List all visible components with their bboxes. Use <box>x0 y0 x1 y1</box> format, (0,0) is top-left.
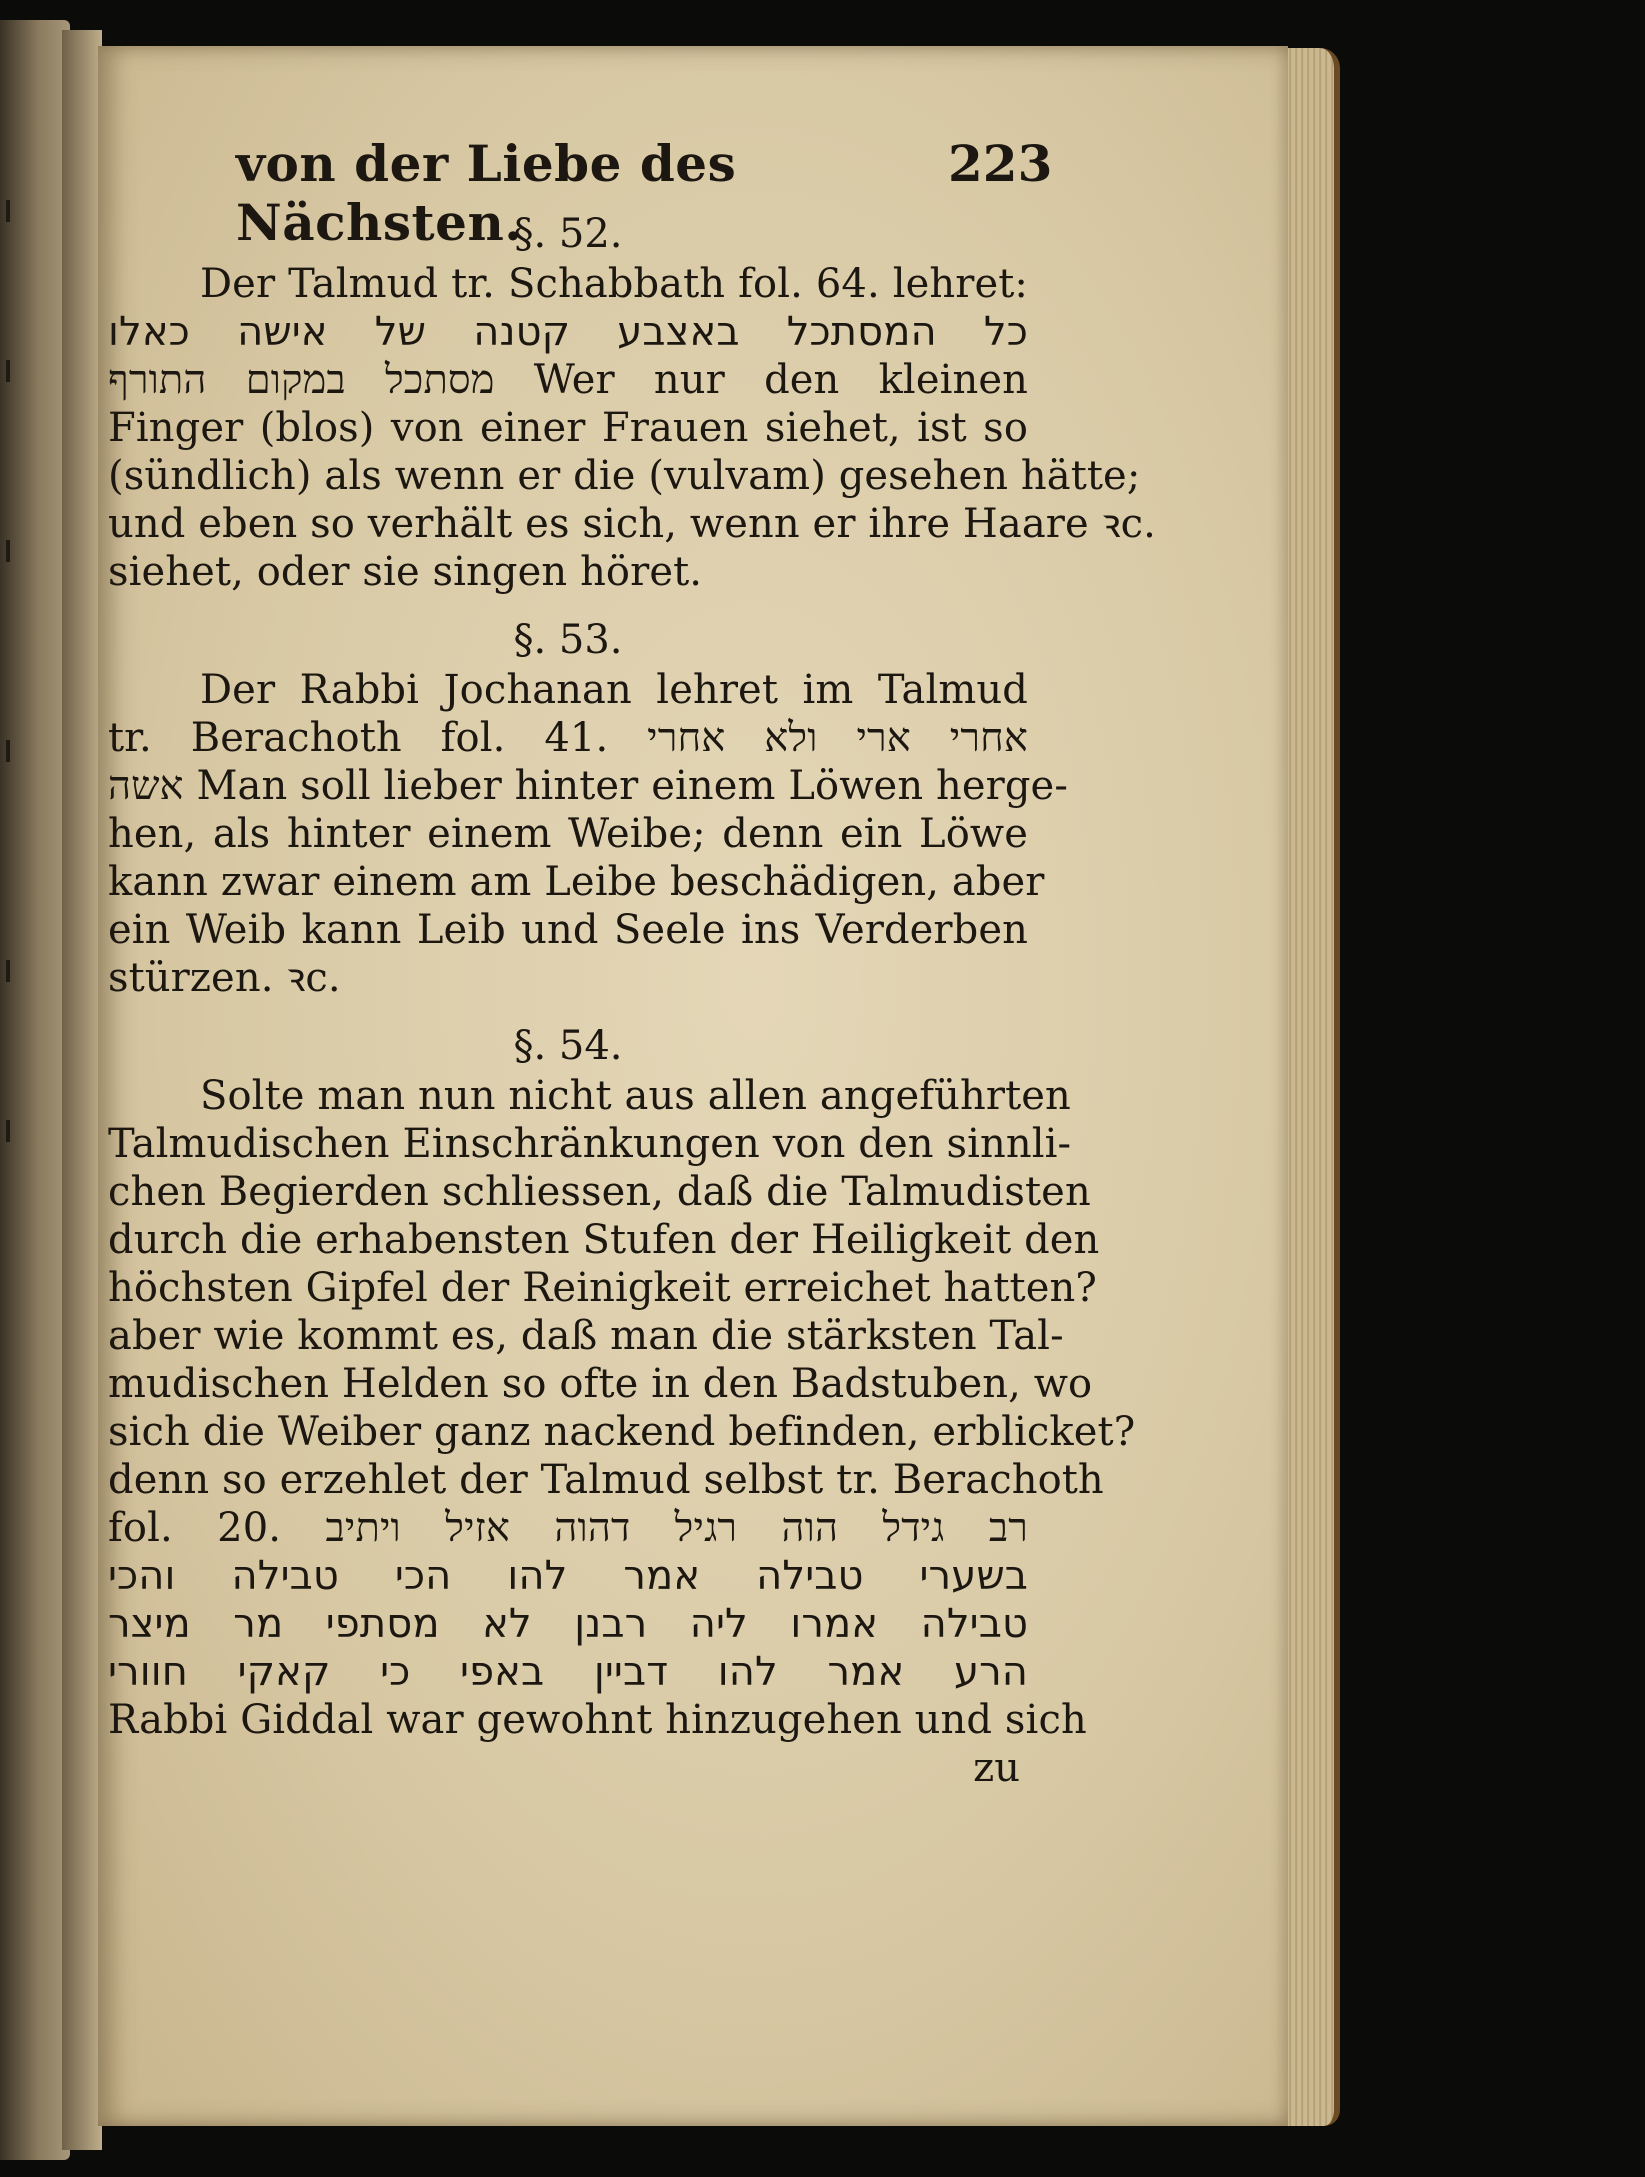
running-title: von der Liebe des Nächsten. <box>236 134 737 252</box>
bleed-mark <box>6 960 10 982</box>
catchword: zu <box>973 1745 1020 1791</box>
text-line: und eben so verhält es sich, wenn er ihre Haare ꝛc. <box>108 501 1156 547</box>
section-54 <box>108 1020 1136 1744</box>
text-line: stürzen. ꝛc. <box>108 955 341 1001</box>
text-line: kann zwar einem am Leibe beschädigen, aber <box>108 859 1045 905</box>
text-line: Talmudischen Einschränkungen von den sinnli- <box>108 1121 1072 1167</box>
text-line: chen Begierden schliessen, daß die Talmudisten <box>108 1169 1091 1215</box>
text-line: hen, als hinter einem Weibe; denn ein Löwe <box>108 811 1028 857</box>
section-52 <box>108 208 1156 596</box>
book-gutter <box>62 30 102 2150</box>
text-line: Der Rabbi Jochanan lehret im Talmud <box>200 667 1028 713</box>
text-line: Rabbi Giddal war gewohnt hinzugehen und sich <box>108 1697 1087 1743</box>
bleed-mark <box>6 200 10 222</box>
section-53 <box>108 614 1068 1002</box>
text-line: Finger (blos) von einer Frauen siehet, ist so <box>108 405 1028 451</box>
hebrew-line: הרע אמר להו דביין באפי כי קאקי חוורי <box>108 1649 1028 1695</box>
text-line: höchsten Gipfel der Reinigkeit erreichet hatten? <box>108 1265 1097 1311</box>
hebrew-line: בשערי טבילה אמר להו הכי טבילה והכי <box>108 1553 1028 1599</box>
text-line: מסתכל במקום התורף Wer nur den kleinen <box>108 357 1028 403</box>
text-line: sich die Weiber ganz nackend befinden, erblicket? <box>108 1409 1136 1455</box>
bleed-mark <box>6 540 10 562</box>
bleed-mark <box>6 740 10 762</box>
section-heading: §. 54. <box>513 1023 623 1069</box>
text-line: durch die erhabensten Stufen der Heiligkeit den <box>108 1217 1100 1263</box>
page-number: 223 <box>948 134 1053 193</box>
text-line: siehet, oder sie singen höret. <box>108 549 703 595</box>
text-line: denn so erzehlet der Talmud selbst tr. Berachoth <box>108 1457 1104 1503</box>
text-line: (sündlich) als wenn er die (vulvam) gesehen hätte; <box>108 453 1141 499</box>
hebrew-line: כל המסתכל באצבע קטנה של אישה כאלו <box>108 309 1028 355</box>
page-text <box>108 128 1156 1792</box>
hebrew-line: טבילה אמרו ליה רבנן לא מסתפי מר מיצר <box>108 1601 1028 1647</box>
facing-page-edge <box>0 20 70 2160</box>
text-line: tr. Berachoth fol. 41. אחרי ארי ולא אחרי <box>108 715 1028 761</box>
text-line: ein Weib kann Leib und Seele ins Verderben <box>108 907 1028 953</box>
bleed-mark <box>6 1120 10 1142</box>
text-line: mudischen Helden so ofte in den Badstuben, wo <box>108 1361 1093 1407</box>
section-heading: §. 53. <box>513 617 623 663</box>
section-heading: §. 52. <box>513 211 623 257</box>
text-line: אשה Man soll lieber hinter einem Löwen herge- <box>108 763 1068 809</box>
text-line: Der Talmud tr. Schabbath fol. 64. lehret: <box>200 261 1028 307</box>
text-line: fol. 20. רב גידל הוה רגיל דהוה אזיל ויתיב <box>108 1505 1028 1551</box>
bleed-mark <box>6 360 10 382</box>
text-line: Solte man nun nicht aus allen angeführten <box>200 1073 1071 1119</box>
text-line: aber wie kommt es, daß man die stärksten Tal- <box>108 1313 1064 1359</box>
